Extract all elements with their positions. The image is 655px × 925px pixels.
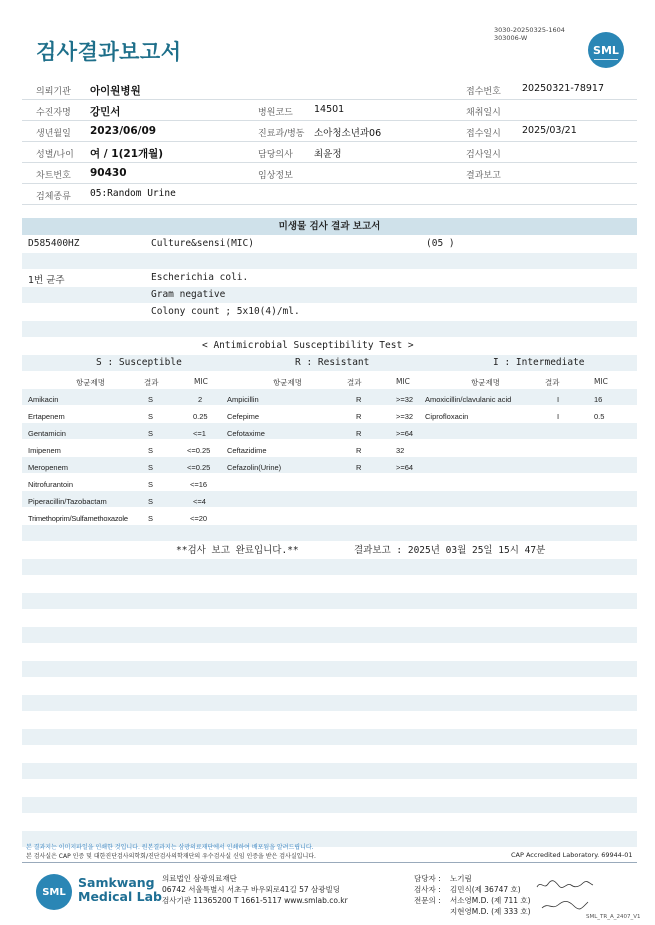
drug-mic: <=4 [193,497,206,506]
drug-result: R [356,429,362,438]
drug-mic: 2 [198,395,203,404]
drug-name: Amikacin [28,395,59,404]
info-row: 수진자명 강민서 병원코드 14501 채취일시 [22,100,637,121]
info-row: 생년월일 2023/06/09 진료과/병동 소아청소년과06 접수일시 2025/03/21 [22,121,637,142]
org-address: 06742 서울특별시 서초구 바우뫼로41길 57 삼광빌딩 [162,885,341,894]
band [22,593,637,609]
divider [22,862,637,863]
band [22,389,637,405]
cap-accreditation: CAP Accredited Laboratory. 69944-01 [511,851,633,859]
drug-name: Cefepime [227,412,260,421]
band [22,491,637,507]
footer-note: 본 검사실은 CAP 인증 및 대한진단검사의학회/진단검사의학재단의 우수검사실 신임 인증을 받은 검사실입니다. [26,853,316,860]
page-title: 검사결과보고서 [36,40,182,64]
hospital-code: 14501 [314,104,345,115]
band [22,729,637,745]
organism-label: 1번 균주 [28,275,65,286]
receipt-number: 20250321-78917 [522,83,605,94]
org-contact: 검사기관 11365200 T 1661-5117 www.smlab.co.kr [162,896,348,905]
drug-name: Ciprofloxacin [425,412,469,421]
drug-mic: >=32 [396,412,414,421]
drug-result: I [557,395,560,404]
legend-susceptible: S : Susceptible [96,357,182,368]
col-result-header: 결과 [545,378,560,387]
signature-icon [535,878,595,892]
drug-name: Ceftazidime [227,446,267,455]
staff-examiner: 김민식(제 36747 호) [450,885,521,894]
band [22,627,637,643]
band [22,525,637,541]
drug-result: S [148,480,154,489]
drug-result: S [148,497,154,506]
drug-result: S [148,463,154,472]
col-result-header: 결과 [144,378,159,387]
band [22,695,637,711]
drug-result: S [148,446,154,455]
test-number: (05 ) [426,238,455,249]
band [22,321,637,337]
drug-mic: 32 [396,446,405,455]
form-code: SML_TR_A_2407_V1 [586,914,641,920]
drug-mic: <=20 [190,514,208,523]
drug-result: S [148,395,154,404]
brand-name: Samkwang Medical Lab [78,875,162,904]
drug-result: S [148,412,154,421]
drug-name: Amoxicillin/clavulanic acid [425,395,512,404]
sml-logo: SML [36,874,72,910]
drug-name: Cefazolin(Urine) [227,463,282,472]
drug-result: S [148,429,154,438]
ast-title: < Antimicrobial Susceptibility Test > [202,340,414,351]
band [22,287,637,303]
band [22,457,637,473]
drug-name: Ampicillin [227,395,259,404]
section-header: 미생물 검사 결과 보고서 [22,218,637,235]
drug-name: Cefotaxime [227,429,265,438]
birth-date: 2023/06/09 [90,125,157,137]
drug-mic: <=16 [190,480,208,489]
drug-result: R [356,395,362,404]
department: 소아청소년과06 [314,128,382,139]
info-row: 의뢰기관 아이원병원 접수번호 20250321-78917 [22,79,637,100]
colony-count: Colony count ; 5x10(4)/ml. [151,306,300,317]
band [22,559,637,575]
col-mic-header: MIC [194,377,208,386]
col-mic-header: MIC [594,377,608,386]
drug-name: Imipenem [28,446,61,455]
organism: Escherichia coli. [151,272,249,283]
col-drug-header: 항균제명 [76,378,105,387]
drug-mic: 0.25 [193,412,208,421]
patient-name: 강민서 [90,106,121,118]
staff-manager: 노기림 [450,874,472,883]
chart-number: 90430 [90,167,127,179]
info-row: 차트번호 90430 임상정보 결과보고 [22,163,637,184]
receipt-date: 2025/03/21 [522,125,577,136]
org-name: 의료법인 삼광의료재단 [162,874,237,883]
band [22,763,637,779]
completion-message: **검사 보고 완료입니다.** [176,545,299,556]
drug-name: Gentamicin [28,429,66,438]
drug-name: Ertapenem [28,412,65,421]
drug-mic: >=32 [396,395,414,404]
legend-resistant: R : Resistant [295,357,370,368]
drug-mic: 0.5 [594,412,605,421]
col-drug-header: 항균제명 [273,378,302,387]
drug-result: I [557,412,560,421]
info-row: 성별/나이 여 / 1(21개월) 담당의사 최윤정 검사일시 [22,142,637,163]
col-mic-header: MIC [396,377,410,386]
footer-note: 본 결과지는 이미지파일을 인쇄한 것입니다. 원본결과지는 삼광의료재단에서 인쇄하여 배포됨을 알려드립니다. [26,844,314,851]
institution: 아이원병원 [90,85,141,97]
info-row: 검체종류 05:Random Urine [22,184,637,205]
band [22,423,637,439]
sex-age: 여 / 1(21개월) [90,148,164,160]
drug-mic: >=64 [396,429,414,438]
drug-name: Meropenem [28,463,69,472]
drug-mic: <=1 [193,429,206,438]
drug-mic: <=0.25 [187,463,211,472]
col-result-header: 결과 [347,378,362,387]
drug-result: R [356,446,362,455]
report-time: 결과보고 : 2025년 03월 25일 15시 47분 [354,545,546,556]
test-code: D585400HZ [28,238,80,249]
drug-name: Nitrofurantoin [28,480,74,489]
document-code: 3030-20250325-1604 303006-W [494,26,565,42]
band [22,253,637,269]
legend-intermediate: I : Intermediate [493,357,585,368]
band [22,797,637,813]
specimen-type: 05:Random Urine [90,188,176,199]
drug-result: R [356,412,362,421]
band [22,661,637,677]
drug-mic: >=64 [396,463,414,472]
doctor: 최윤정 [314,149,342,160]
drug-result: S [148,514,154,523]
gram-stain: Gram negative [151,289,226,300]
col-drug-header: 항균제명 [471,378,500,387]
test-name: Culture&sensi(MIC) [151,238,254,249]
sml-logo: SML [588,32,624,68]
drug-mic: <=0.25 [187,446,211,455]
staff-specialist: 서소영M.D. (제 711 호) [450,896,531,905]
drug-result: R [356,463,362,472]
signature-icon [540,896,590,914]
drug-mic: 16 [594,395,603,404]
drug-name: Piperacillin/Tazobactam [28,497,107,506]
staff-specialist: 지현영M.D. (제 333 호) [450,907,531,916]
drug-name: Trimethoprim/Sulfamethoxazole [28,514,128,523]
